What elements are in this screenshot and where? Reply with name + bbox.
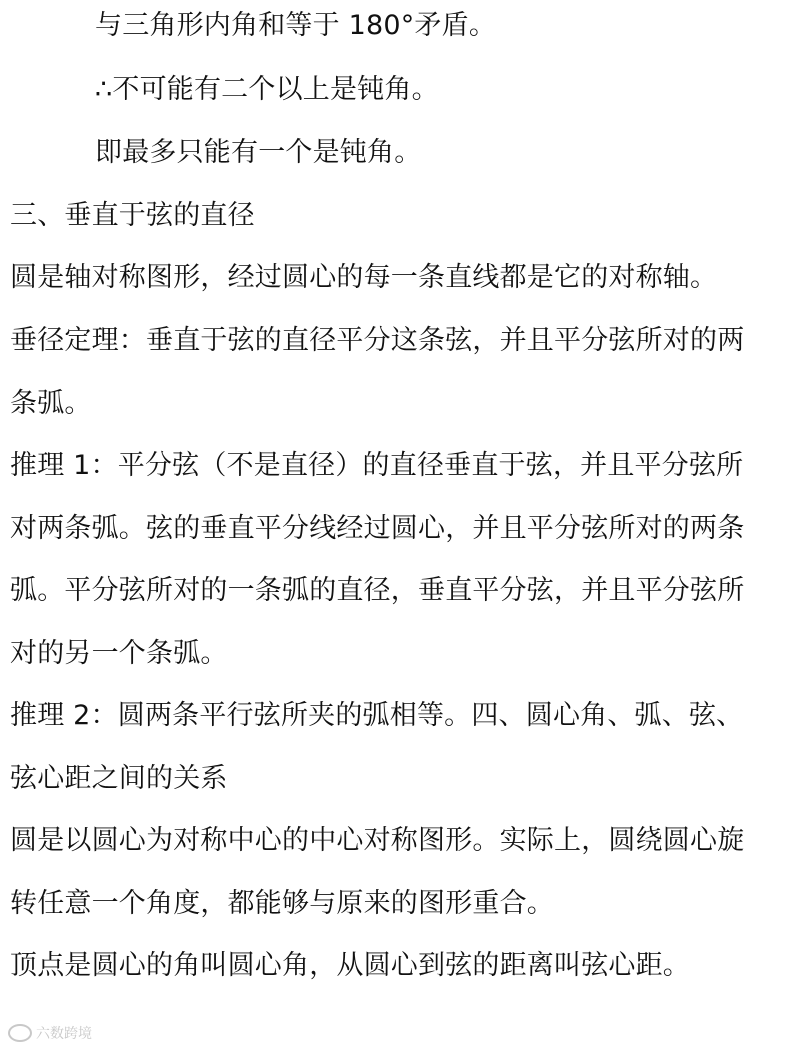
text-line: 弧。平分弦所对的一条弧的直径，垂直平分弦，并且平分弦所 — [10, 575, 745, 606]
text-line: ∴不可能有二个以上是钝角。 — [95, 74, 439, 105]
text-line: 对的另一个条弧。 — [10, 638, 228, 669]
text-line: 推理 2：圆两条平行弦所夹的弧相等。四、圆心角、弧、弦、 — [10, 700, 744, 731]
watermark — [8, 1023, 92, 1043]
text-line: 转任意一个角度，都能够与原来的图形重合。 — [10, 888, 554, 919]
text-line: 推理 1：平分弦（不是直径）的直径垂直于弦，并且平分弦所 — [10, 450, 744, 481]
text-line: 圆是轴对称图形，经过圆心的每一条直线都是它的对称轴。 — [10, 262, 718, 293]
watermark-text: 六数跨境 — [36, 1026, 92, 1042]
text-line: 垂径定理：垂直于弦的直径平分这条弦，并且平分弦所对的两 — [10, 325, 745, 356]
text-line: 即最多只能有一个是钝角。 — [95, 137, 422, 168]
text-line: 弦心距之间的关系 — [10, 763, 228, 794]
watermark-logo-icon — [8, 1024, 32, 1042]
section-heading: 三、垂直于弦的直径 — [10, 200, 255, 231]
text-line: 圆是以圆心为对称中心的中心对称图形。实际上，圆绕圆心旋 — [10, 825, 745, 856]
text-line: 顶点是圆心的角叫圆心角，从圆心到弦的距离叫弦心距。 — [10, 950, 690, 981]
text-line: 条弧。 — [10, 388, 92, 419]
text-line: 对两条弧。弦的垂直平分线经过圆心，并且平分弦所对的两条 — [10, 513, 745, 544]
text-line: 与三角形内角和等于 180°矛盾。 — [95, 10, 497, 41]
